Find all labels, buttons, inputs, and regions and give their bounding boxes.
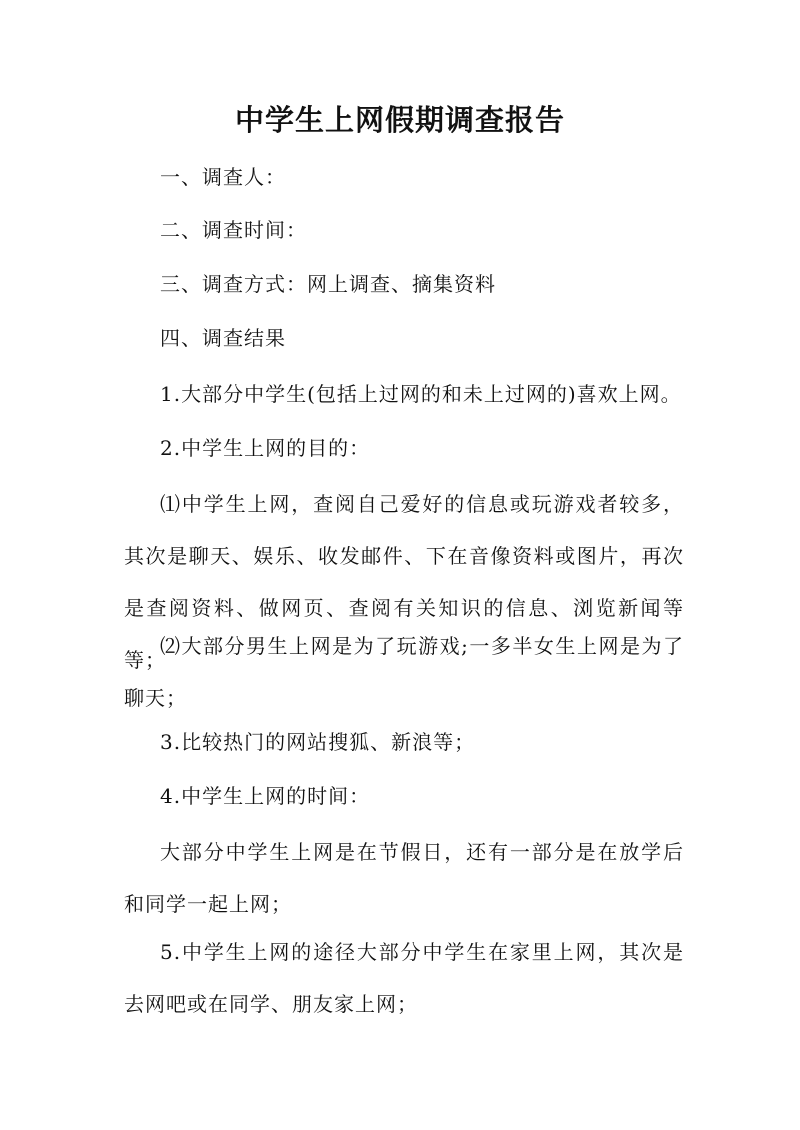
- result-item-3: 3.比较热门的网站搜狐、新浪等；: [160, 730, 476, 754]
- result-item-4: 4.中学生上网的时间：: [160, 784, 371, 808]
- results-heading: 四、调查结果: [160, 326, 286, 350]
- result-item-5: 5.中学生上网的途径大部分中学生在家里上网，其次是去网吧或在同学、朋友家上网；: [124, 940, 684, 1016]
- purpose-paragraph-2: ⑵大部分男生上网是为了玩游戏;一多半女生上网是为了聊天；: [124, 634, 684, 710]
- purpose-paragraph-1: ⑴中学生上网，查阅自己爱好的信息或玩游戏者较多，其次是聊天、娱乐、收发邮件、下在音像资料或图片，再次是查阅资料、做网页、查阅有关知识的信息、浏览新闻等等；: [124, 492, 684, 672]
- survey-time-line: 二、调查时间：: [160, 218, 307, 242]
- time-detail-paragraph: 大部分中学生上网是在节假日，还有一部分是在放学后和同学一起上网；: [124, 840, 684, 916]
- result-item-1: 1.大部分中学生(包括上过网的和未上过网的)喜欢上网。: [160, 382, 682, 406]
- investigator-line: 一、调查人：: [160, 165, 286, 189]
- document-title: 中学生上网假期调查报告: [234, 103, 565, 137]
- survey-method-line: 三、调查方式：网上调查、摘集资料: [160, 272, 496, 296]
- result-item-2: 2.中学生上网的目的：: [160, 436, 371, 460]
